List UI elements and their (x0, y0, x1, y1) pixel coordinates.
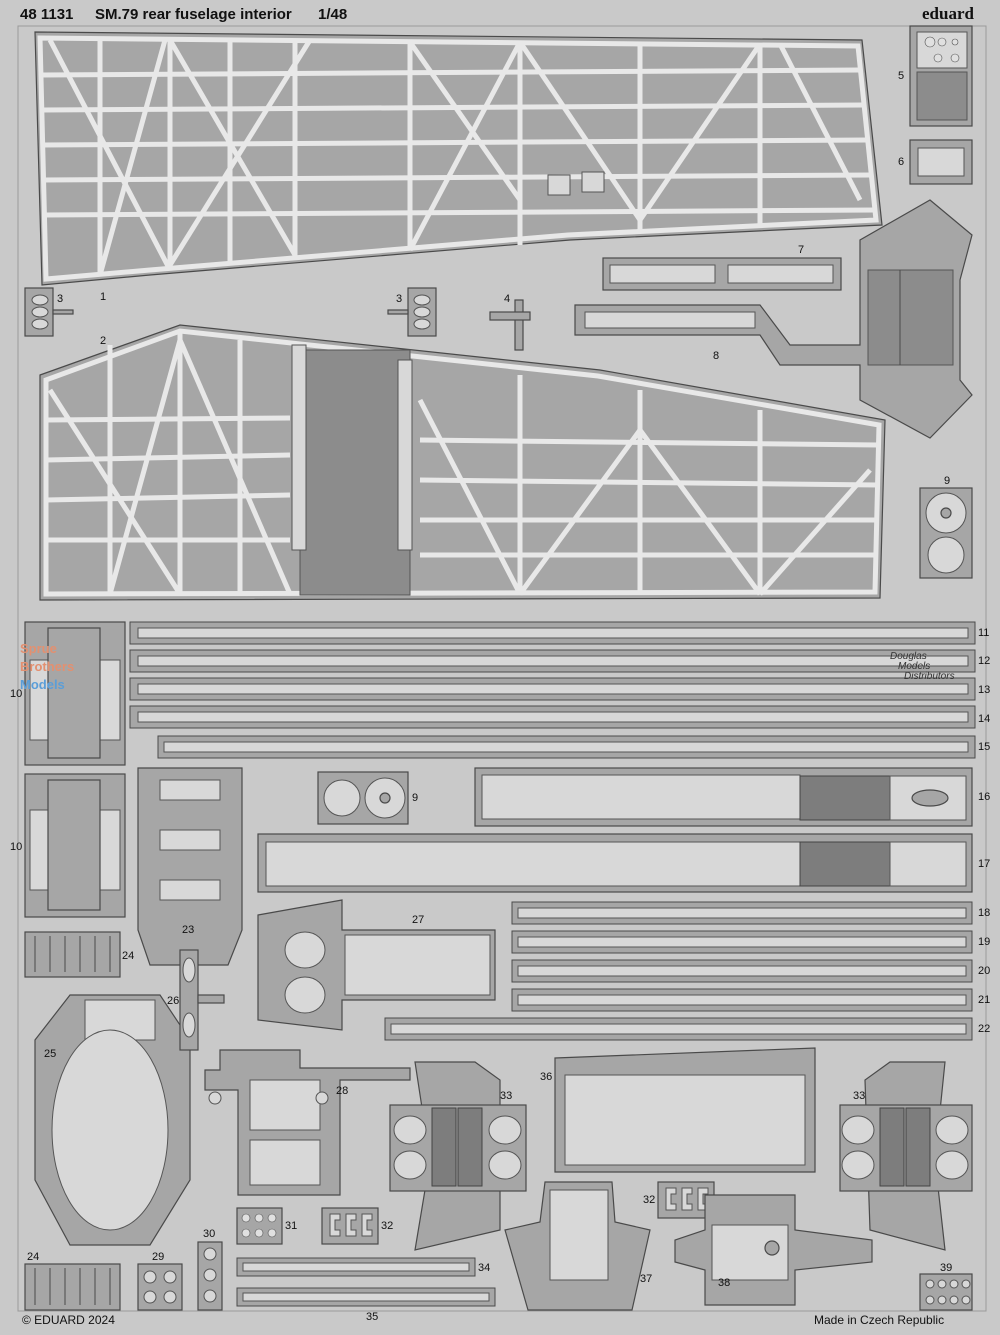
part-label-24a: 24 (122, 950, 135, 962)
part-5-plate (910, 26, 972, 126)
part-label-20: 20 (978, 965, 991, 977)
brand-logo: eduard (922, 4, 974, 23)
part-28-frame (205, 1050, 410, 1195)
part-label-16: 16 (978, 791, 991, 803)
part-27-panel (258, 900, 495, 1030)
part-label-6: 6 (898, 156, 905, 168)
part-label-33a: 33 (500, 1090, 513, 1102)
part-label-3a: 3 (57, 293, 64, 305)
part-label-39: 39 (940, 1262, 953, 1274)
part-label-18: 18 (978, 907, 991, 919)
part-label-1: 1 (100, 291, 107, 303)
part-label-2: 2 (100, 335, 107, 347)
part-label-10a: 10 (10, 688, 23, 700)
watermark-left-2: Brothers (20, 659, 75, 674)
part-label-15: 15 (978, 741, 991, 753)
watermark-left-1: Sprue (20, 641, 57, 656)
watermark-left-3: Models (20, 677, 65, 692)
part-label-24b: 24 (27, 1251, 40, 1263)
part-label-19: 19 (978, 936, 991, 948)
part-label-7: 7 (798, 244, 805, 256)
part-4-bracket (490, 300, 530, 350)
part-16-floor-strip (475, 768, 972, 826)
part-10-plate-b (25, 774, 125, 917)
part-label-13: 13 (978, 684, 991, 696)
part-label-29: 29 (152, 1251, 165, 1263)
part-label-35: 35 (366, 1311, 379, 1323)
origin: Made in Czech Republic (814, 1313, 945, 1327)
kit-code: 48 1131 (20, 6, 74, 23)
part-label-33b: 33 (853, 1090, 866, 1102)
part-31-discs (237, 1208, 282, 1244)
part-24-bolts-a (25, 932, 120, 977)
kit-scale: 1/48 (318, 6, 348, 23)
part-38-plate (675, 1195, 872, 1305)
part-3-bracket-a (25, 288, 73, 336)
strips-11-15 (130, 622, 975, 758)
part-label-23: 23 (182, 924, 195, 936)
part-label-14: 14 (978, 713, 991, 725)
part-label-27: 27 (412, 914, 425, 926)
part-label-32b: 32 (643, 1194, 656, 1206)
part-label-28: 28 (336, 1085, 349, 1097)
part-label-12: 12 (978, 655, 991, 667)
part-label-21: 21 (978, 994, 991, 1006)
part-29-discs (138, 1264, 182, 1310)
watermark-right-3: Distributors (904, 671, 955, 682)
part-label-9b: 9 (412, 792, 419, 804)
part-label-4: 4 (504, 293, 511, 305)
part-label-37: 37 (640, 1273, 653, 1285)
part-1-side-panel (35, 32, 882, 285)
part-label-30: 30 (203, 1228, 216, 1240)
part-label-5: 5 (898, 70, 905, 82)
part-label-32a: 32 (381, 1220, 394, 1232)
part-2-side-panel (40, 325, 885, 600)
part-34-strip (237, 1258, 475, 1276)
part-label-11: 11 (978, 627, 990, 639)
watermark-right-1: Douglas (890, 651, 927, 662)
watermark-right-2: Models (898, 661, 931, 672)
part-7-strip (603, 258, 841, 290)
part-6-frame (910, 140, 972, 184)
part-39-discs (920, 1274, 972, 1310)
part-36-floor (555, 1048, 815, 1172)
part-label-36: 36 (540, 1071, 553, 1083)
part-label-10b: 10 (10, 841, 23, 853)
kit-title: SM.79 rear fuselage interior (95, 6, 292, 23)
part-label-34: 34 (478, 1262, 491, 1274)
part-9-wheel-plate-b (318, 772, 408, 824)
part-label-9a: 9 (944, 475, 951, 487)
part-label-22: 22 (978, 1023, 991, 1035)
part-label-8: 8 (713, 350, 720, 362)
part-37-seat (505, 1182, 653, 1310)
part-label-26: 26 (167, 995, 180, 1007)
copyright: © EDUARD 2024 (22, 1313, 115, 1327)
part-9-wheel-plate-a (920, 488, 972, 578)
part-label-38: 38 (718, 1277, 731, 1289)
part-17-floor-strip (258, 834, 972, 892)
part-25-bulkhead (35, 995, 190, 1245)
part-30-discs (198, 1242, 222, 1310)
part-24-bolts-b (25, 1264, 120, 1310)
part-label-31: 31 (285, 1220, 298, 1232)
part-35-strip (237, 1288, 495, 1306)
part-label-17: 17 (978, 858, 991, 870)
part-32-clips-a (322, 1208, 378, 1244)
part-label-25: 25 (44, 1048, 57, 1060)
part-label-3b: 3 (396, 293, 403, 305)
